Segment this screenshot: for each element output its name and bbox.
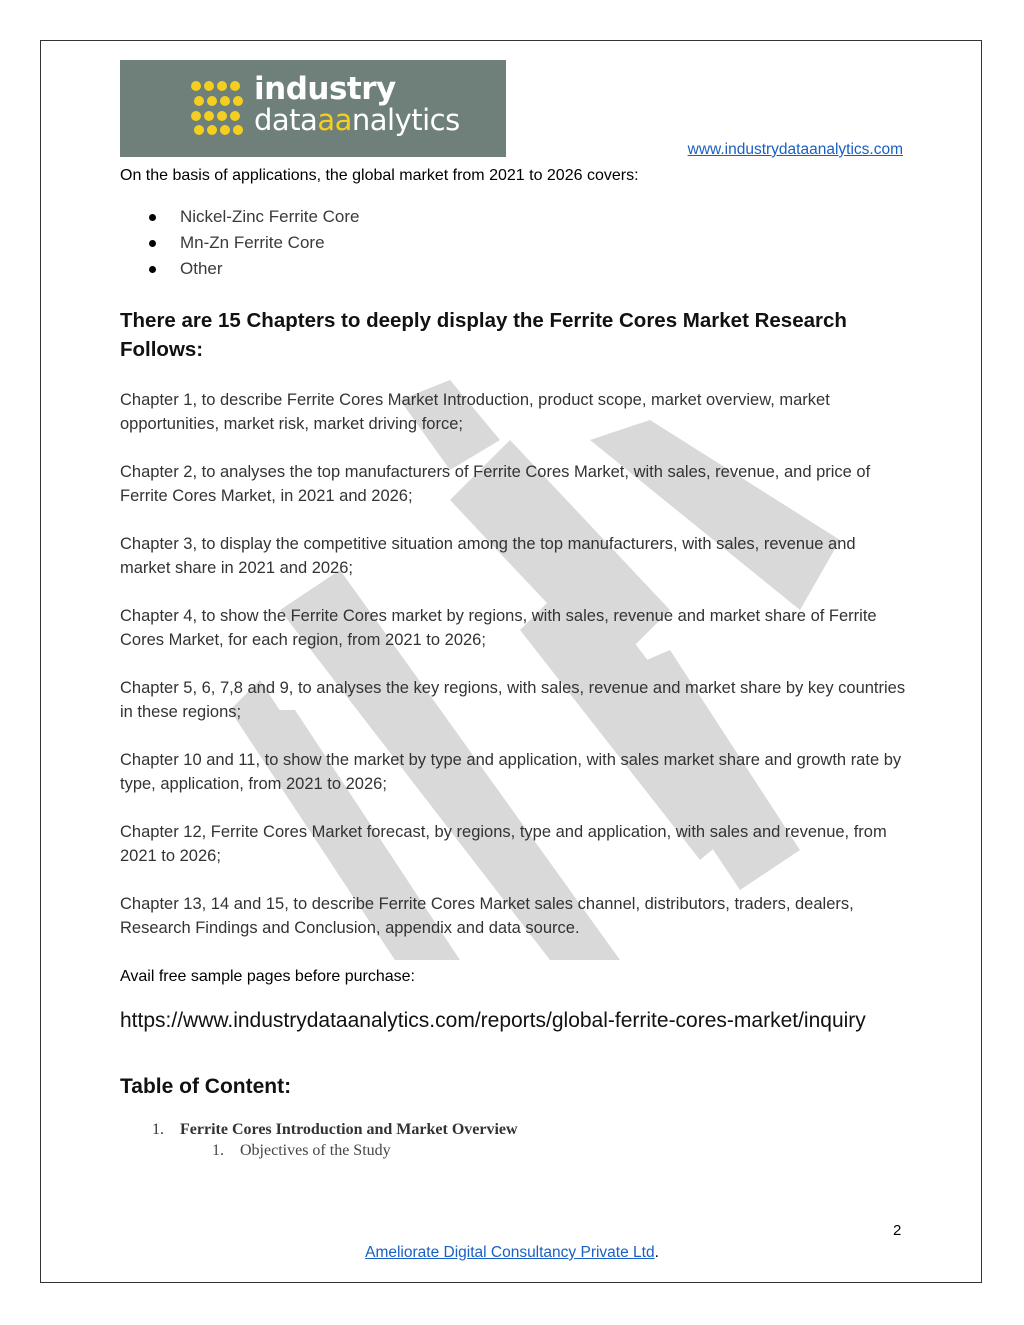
bullet-icon <box>149 214 156 221</box>
footer: Ameliorate Digital Consultancy Private Ltd. <box>365 1244 659 1261</box>
website-link[interactable]: www.industrydataanalytics.com <box>687 141 903 158</box>
footer-company-link[interactable]: Ameliorate Digital Consultancy Private Ltd <box>365 1244 655 1261</box>
chapter-paragraph: Chapter 10 and 11, to show the market by type and application, with sales market share and growth rate by type, application, from 2021 to 2026; <box>120 751 902 793</box>
logo-dots-icon <box>190 80 246 136</box>
toc-item: 1. Ferrite Cores Introduction and Market Overview <box>152 1121 518 1138</box>
toc-heading: Table of Content: <box>120 1075 292 1098</box>
bullet-icon <box>149 240 156 247</box>
chapter-paragraph: Chapter 2, to analyses the top manufacturers of Ferrite Cores Market, with sales, revenue, and price of Ferrite Cores Market, in 2021 and 2026; <box>120 463 871 505</box>
applications-list <box>120 204 910 282</box>
document-body <box>120 164 910 1162</box>
list-item: Other <box>120 256 910 282</box>
bullet-icon <box>149 266 156 273</box>
chapter-paragraph: Chapter 1, to describe Ferrite Cores Market Introduction, product scope, market overview, market opportunities, market risk, market driving force; <box>120 391 830 433</box>
list-item: Nickel-Zinc Ferrite Core <box>120 204 910 230</box>
table-of-contents <box>120 1120 910 1162</box>
logo-text-industry: industry <box>254 71 396 107</box>
chapters-heading: There are 15 Chapters to deeply display the Ferrite Cores Market Research Follows: <box>120 309 847 361</box>
chapter-paragraph: Chapter 4, to show the Ferrite Cores market by regions, with sales, revenue and market share of Ferrite Cores Market, for each region, from 2021 to 2026; <box>120 607 877 649</box>
company-logo <box>120 60 506 157</box>
toc-subitem: 1. Objectives of the Study <box>212 1142 391 1159</box>
list-item: Mn-Zn Ferrite Core <box>120 230 910 256</box>
chapter-paragraph: Chapter 5, 6, 7,8 and 9, to analyses the key regions, with sales, revenue and market share by key countries in these regions; <box>120 679 906 721</box>
sample-label: Avail free sample pages before purchase: <box>120 968 415 985</box>
applications-intro: On the basis of applications, the global market from 2021 to 2026 covers: <box>120 167 639 184</box>
logo-text-dataanalytics: dataaanalytics <box>254 103 460 137</box>
sample-url-link[interactable]: https://www.industrydataanalytics.com/reports/global-ferrite-cores-market/inquiry <box>120 1009 866 1032</box>
chapter-paragraph: Chapter 3, to display the competitive situation among the top manufacturers, with sales, revenue and market share in 2021 and 2026; <box>120 535 856 577</box>
chapter-paragraph: Chapter 12, Ferrite Cores Market forecast, by regions, type and application, with sales and revenue, from 2021 to 2026; <box>120 823 887 865</box>
chapter-paragraph: Chapter 13, 14 and 15, to describe Ferrite Cores Market sales channel, distributors, traders, dealers, Research Findings and Conclusion, appendix and data source. <box>120 895 854 937</box>
page-number: 2 <box>893 1222 902 1239</box>
